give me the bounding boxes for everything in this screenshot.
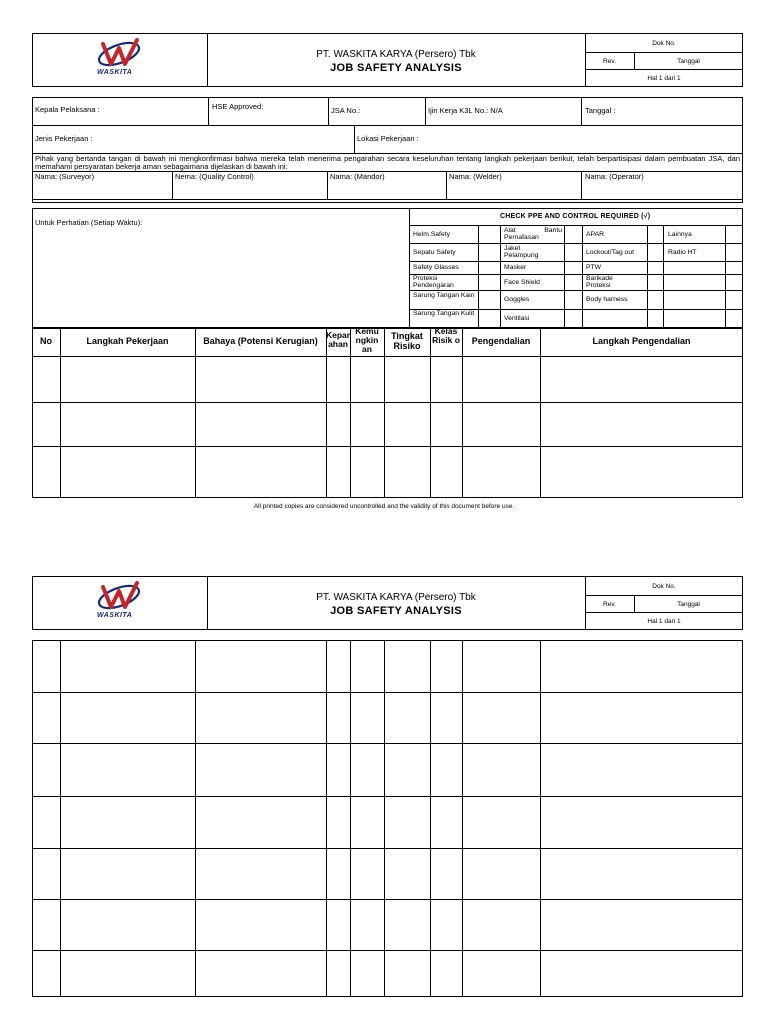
ppe-sepatu-safety: Sepatu Safety [413,249,456,256]
ppe-safety-glasses: Safety Glasses [413,264,459,271]
signatory-quality-control[interactable]: Nema: (Quality Control) [175,172,254,181]
company-name-page2: PT. WASKITA KARYA (Persero) Tbk [316,592,476,603]
col-tingkat-risiko: Tingkat Risiko [391,331,423,351]
signatory-welder[interactable]: Nama: (Welder) [449,172,502,181]
ppe-jaket-pelampung: Jaket Pelampung [504,245,539,259]
ppe-apar: APAR [586,231,605,238]
ppe-face-shield: Face Shield [504,279,540,286]
waskita-logo-page2 [95,581,145,621]
tanggal-field[interactable]: Tanggal : [585,106,616,115]
ppe-sarung-tangan-kulit: Sarung Tangan Kulit [413,310,475,317]
page-number: Hal 1 dari 1 [647,75,681,82]
tanggal-label: Tanggal [677,58,700,65]
ppe-sarung-tangan-kain: Sarung Tangan Kain [413,292,475,299]
ppe-masker: Masker [504,264,527,271]
ppe-goggles: Goggles [504,296,530,303]
ppe-body-harness: Body harness [586,296,628,303]
col-no: No [40,336,52,346]
ppe-barikade-proteksi: Barikade Proteksi [586,275,613,289]
rev-label: Rev. [603,58,616,65]
company-name: PT. WASKITA KARYA (Persero) Tbk [316,49,476,60]
dok-no-label: Dok No. [652,40,676,47]
lokasi-pekerjaan-field[interactable]: Lokasi Pekerjaan : [357,134,419,143]
document-title-page2: JOB SAFETY ANALYSIS [330,605,462,617]
waskita-logo [95,38,145,78]
ppe-ptw: PTW [586,264,602,271]
ppe-proteksi-pendengaran: Proteksi Pendengaran [413,275,454,289]
document-title: JOB SAFETY ANALYSIS [330,62,462,74]
col-kelas-risiko: Kelas Risik o [432,326,460,345]
signatory-mandor[interactable]: Nama: (Mandor) [330,172,385,181]
col-langkah-pekerjaan: Langkah Pekerjaan [86,336,169,346]
confirmation-statement: Pihak yang bertanda tangan di bawah ini mengkonfirmasi bahwa mereka telah menerima pengarahan secara keseluruhan tentang langkah pekerjaan berikut, telah berpartisipasi dalam pembuatan JSA, dan memahami persyaratan bekerja aman sebagaimana dijelaskan di bawah ini: [35,154,740,171]
ppe-radio-ht: Radio HT [668,249,697,256]
ppe-lainnya: Lainnya [668,231,692,238]
waskita-logo-icon [95,581,145,611]
ijin-kerja-field[interactable]: Ijin Kerja K3L No.: N/A [428,106,503,115]
ppe-ventilasi: Ventilasi [504,315,530,322]
rev-label-page2: Rev. [603,601,616,608]
page-number-page2: Hal 1 dari 1 [647,618,681,625]
col-keparahan: Kepar ahan [326,330,351,349]
ppe-alat-bantu-pernafasan: Alat Bantu Pernafasan [504,227,562,241]
col-bahaya: Bahaya (Potensi Kerugian) [203,336,318,346]
ppe-title: CHECK PPE AND CONTROL REQUIRED (√) [500,213,651,220]
jsa-no-field[interactable]: JSA No.: [331,106,361,115]
hse-approved-field[interactable]: HSE Approved: [212,102,264,111]
jsa-table-page2 [32,640,743,997]
kepala-pelaksana-field[interactable]: Kepala Pelaksana : [35,105,100,114]
waskita-logo-icon [95,38,145,68]
col-pengendalian: Pengendalian [471,336,531,346]
col-langkah-pengendalian: Langkah Pengendalian [592,336,691,346]
ppe-helm-safety: Helm Safety [413,231,451,238]
jenis-pekerjaan-field[interactable]: Jenis Pekerjaan : [35,134,93,143]
logo-text: WASKITA [97,612,133,619]
tanggal-label-page2: Tanggal [677,601,700,608]
jsa-table-page1 [32,328,743,498]
ppe-lockout-tagout: Lockout/Tag out [586,249,634,256]
signatory-surveyor[interactable]: Nama: (Surveyor) [35,172,95,181]
logo-text: WASKITA [97,69,133,76]
attention-label: Untuk Perhatian (Setiap Waktu): [35,218,143,227]
col-kemungkinan: Kemu ngkin an [355,326,379,354]
signatory-operator[interactable]: Nama: (Operator) [585,172,644,181]
dok-no-label-page2: Dok No. [652,583,676,590]
document-footer: All printed copies are considered uncontrolled and the validity of this document before use. [253,503,515,510]
info-section [32,97,743,203]
